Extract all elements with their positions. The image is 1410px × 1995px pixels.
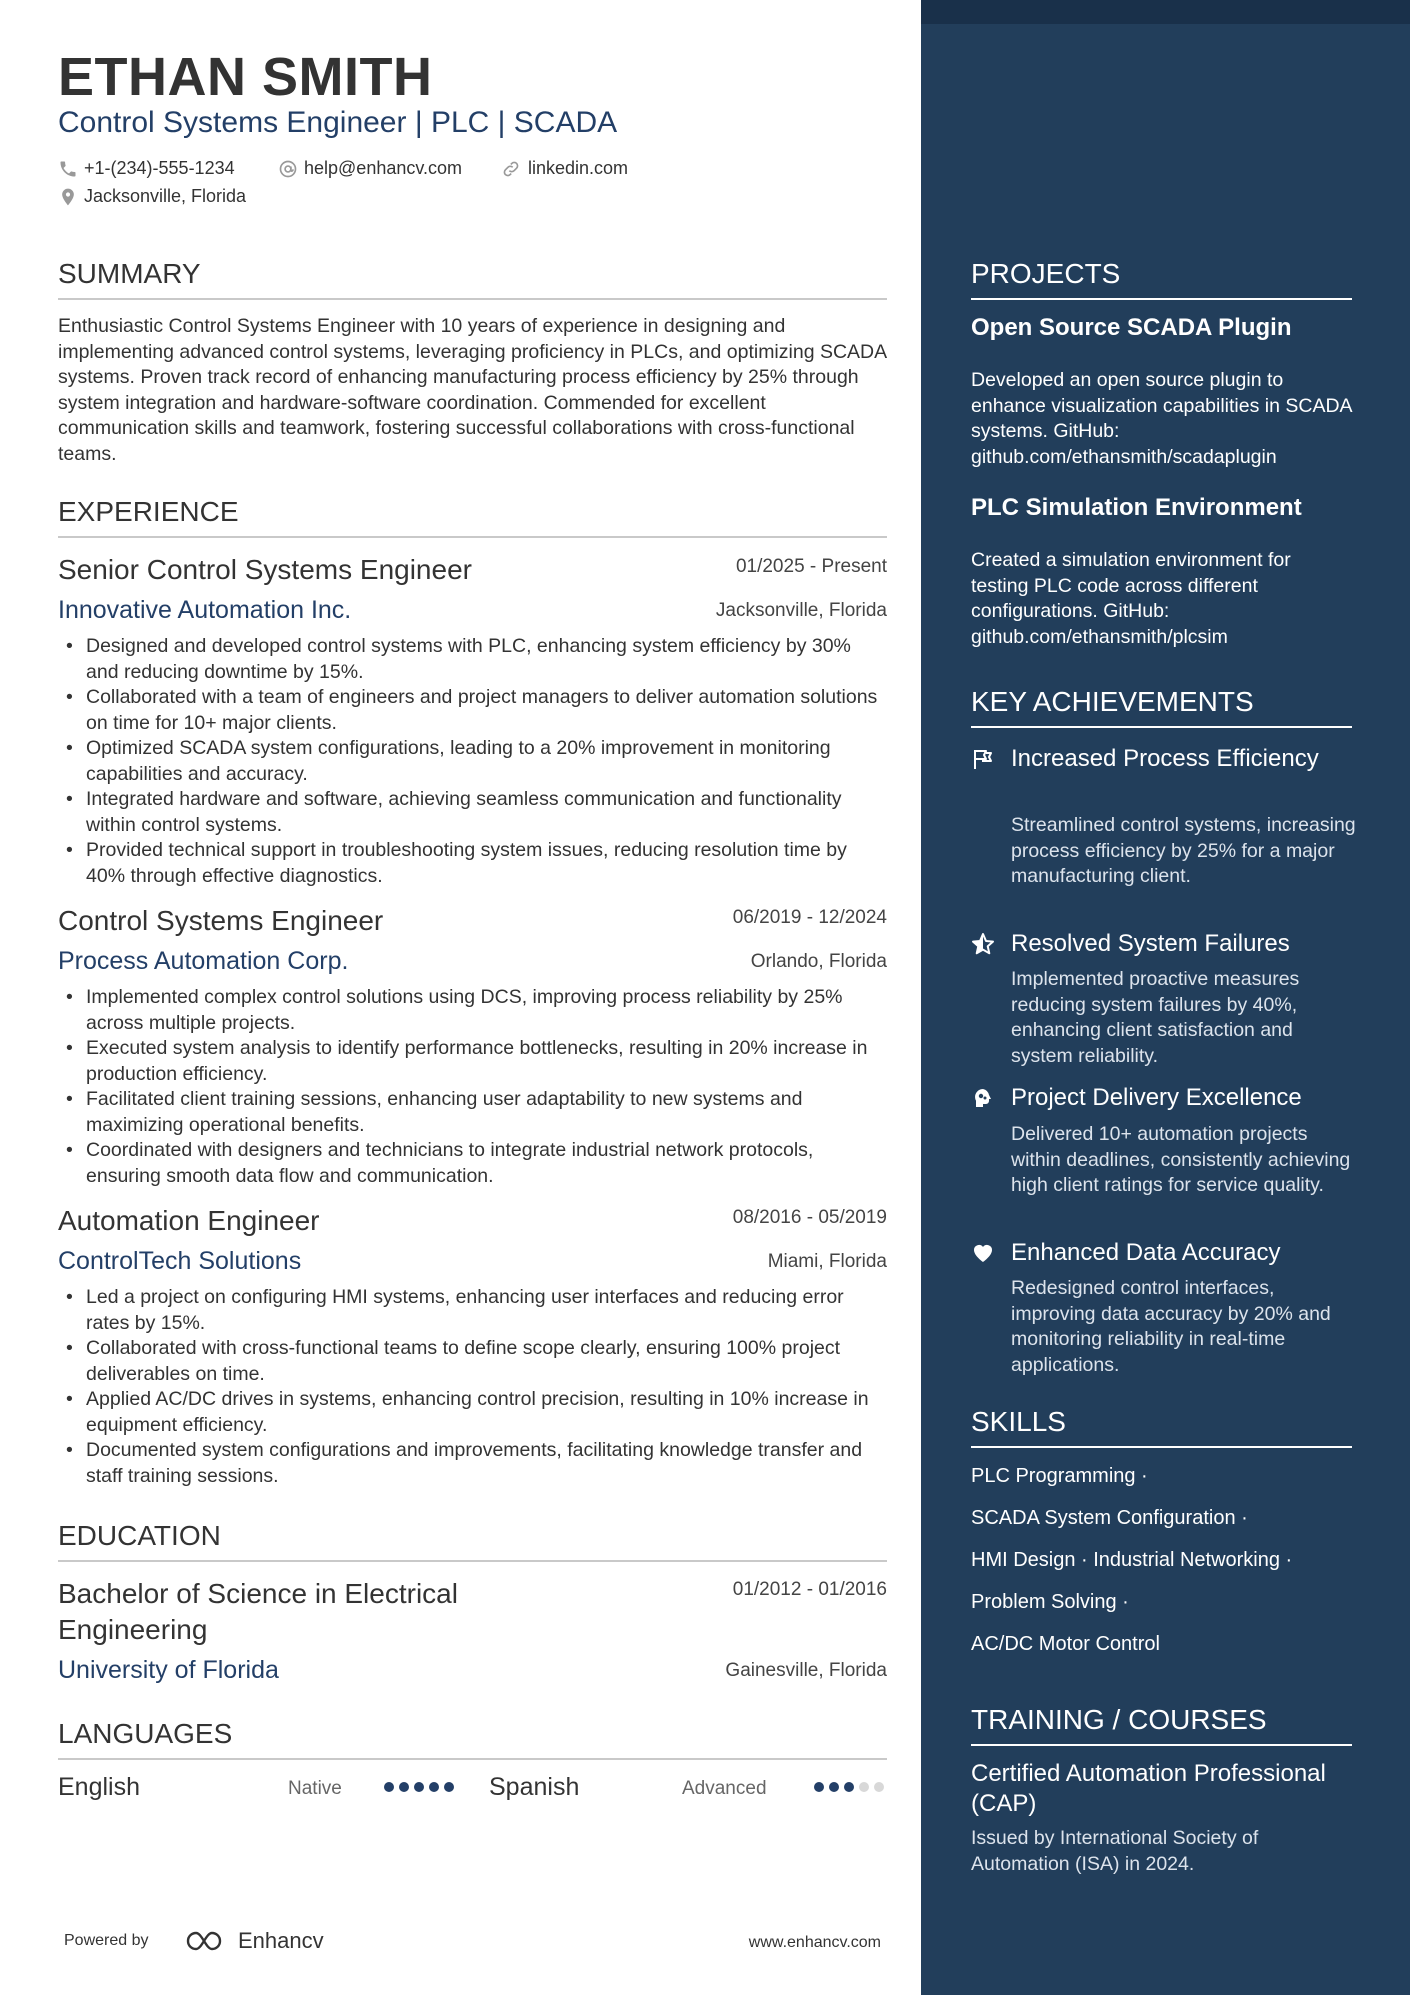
rating-dot [444, 1782, 454, 1792]
brain-icon [971, 1086, 995, 1110]
job-location: Orlando, Florida [750, 951, 887, 972]
link-icon [500, 159, 522, 179]
achievement-title: Enhanced Data Accuracy [1011, 1239, 1281, 1266]
language-name: Spanish [489, 1773, 580, 1801]
list-item: • Optimized SCADA system configurations, leading to a 20% improvement in monitoring capabilities and accuracy. [58, 736, 887, 787]
experience-heading: EXPERIENCE [58, 496, 887, 538]
rating-dot [829, 1782, 839, 1792]
education-location: Gainesville, Florida [725, 1660, 887, 1681]
at-icon [278, 159, 298, 179]
job-title: Automation Engineer [58, 1205, 320, 1236]
projects-heading: PROJECTS [971, 258, 1352, 300]
job-location: Jacksonville, Florida [715, 600, 887, 621]
list-item: • Coordinated with designers and technicians to integrate industrial network protocols, ensuring smooth data flow and communication. [58, 1138, 887, 1189]
job-bullets [58, 634, 887, 889]
list-item: • Led a project on configuring HMI systems, enhancing user interfaces and reducing error rates by 15%. [58, 1285, 887, 1336]
job-dates: 06/2019 - 12/2024 [732, 907, 887, 928]
sidebar-column [921, 0, 1410, 1995]
enhancv-logo-icon [184, 1928, 232, 1954]
degree-line: Engineering [58, 1614, 208, 1645]
enhancv-url[interactable]: www.enhancv.com [748, 1934, 881, 1951]
list-item: • Documented system configurations and improvements, facilitating knowledge transfer and staff training sessions. [58, 1438, 887, 1489]
phone-icon [58, 159, 78, 179]
achievement-desc: Delivered 10+ automation projects within deadlines, consistently achieving high client ratings for service quality. [1011, 1123, 1351, 1196]
location-contact [58, 186, 246, 207]
star-icon [971, 932, 995, 956]
achievement-desc: Implemented proactive measures reducing system failures by 40%, enhancing client satisfaction and system reliability. [1011, 968, 1300, 1067]
job-company: Innovative Automation Inc. [58, 596, 352, 624]
rating-dot [874, 1782, 884, 1792]
skill-line: PLC Programming · [971, 1465, 1148, 1487]
list-item: • Applied AC/DC drives in systems, enhancing control precision, resulting in 10% increase in equipment efficiency. [58, 1387, 887, 1438]
achievement-title: Project Delivery Excellence [1011, 1084, 1302, 1111]
email-text: help@enhancv.com [304, 158, 463, 178]
job-bullets [58, 985, 887, 1189]
phone-contact [58, 158, 235, 179]
project-desc: Developed an open source plugin to enhance visualization capabilities in SCADA systems. GitHub: github.com/ethansmith/scadaplugin [971, 369, 1352, 468]
project-title: Open Source SCADA Plugin [971, 314, 1292, 341]
rating-dot [859, 1782, 869, 1792]
education-heading: EDUCATION [58, 1520, 887, 1562]
location-pin-icon [58, 187, 78, 207]
skill-line: AC/DC Motor Control [971, 1633, 1160, 1655]
job-title: Senior Control Systems Engineer [58, 554, 472, 585]
candidate-name: ETHAN SMITH [58, 47, 433, 107]
rating-dot [844, 1782, 854, 1792]
rating-dot [814, 1782, 824, 1792]
list-item: • Provided technical support in troubleshooting system issues, reducing resolution time by 40% through effective diagnostics. [58, 838, 887, 889]
job-company: ControlTech Solutions [58, 1247, 302, 1275]
flag-icon [971, 747, 995, 771]
achievement-title: Resolved System Failures [1011, 930, 1290, 957]
list-item: • Executed system analysis to identify performance bottlenecks, resulting in 20% increase in production efficiency. [58, 1036, 887, 1087]
achievement-title: Increased Process Efficiency [1011, 745, 1319, 772]
project-title: PLC Simulation Environment [971, 494, 1302, 521]
rating-dot [384, 1782, 394, 1792]
skills-heading: SKILLS [971, 1406, 1352, 1448]
job-dates: 08/2016 - 05/2019 [732, 1207, 887, 1228]
list-item: • Facilitated client training sessions, enhancing user adaptability to new systems and maximizing operational benefits. [58, 1087, 887, 1138]
skill-line: HMI Design · Industrial Networking · [971, 1549, 1293, 1571]
linkedin-text: linkedin.com [528, 158, 629, 178]
project-desc: Created a simulation environment for testing PLC code across different configurations. GitHub: github.com/ethansmith/plcsim [971, 549, 1291, 648]
rating-dot [414, 1782, 424, 1792]
enhancv-logo[interactable] [184, 1928, 324, 1954]
job-bullets [58, 1285, 887, 1489]
powered-by-text: Powered by [64, 1932, 149, 1949]
list-item: • Designed and developed control systems with PLC, enhancing system efficiency by 30% and reducing downtime by 15%. [58, 634, 887, 685]
summary-heading: SUMMARY [58, 258, 887, 300]
heart-icon [971, 1241, 995, 1265]
language-level: Advanced [682, 1778, 767, 1799]
education-degree [58, 1576, 458, 1648]
rating-dot [429, 1782, 439, 1792]
language-name: English [58, 1773, 140, 1801]
achievement-desc: Streamlined control systems, increasing process efficiency by 25% for a major manufacturing client. [1011, 814, 1356, 887]
job-dates: 01/2025 - Present [735, 556, 887, 577]
sidebar-top-bar [921, 0, 1410, 24]
degree-line: Bachelor of Science in Electrical [58, 1578, 458, 1609]
achievement-desc: Redesigned control interfaces, improving data accuracy by 20% and monitoring reliability in real-time applications. [1011, 1277, 1331, 1376]
language-level: Native [288, 1778, 342, 1799]
list-item: • Integrated hardware and software, achieving seamless communication and functionality within control systems. [58, 787, 887, 838]
languages-heading: LANGUAGES [58, 1718, 887, 1760]
education-school: University of Florida [58, 1656, 279, 1684]
skill-line: SCADA System Configuration · [971, 1507, 1248, 1529]
education-dates: 01/2012 - 01/2016 [732, 1579, 887, 1600]
rating-dot [399, 1782, 409, 1792]
language-rating [384, 1782, 454, 1792]
list-item: • Implemented complex control solutions using DCS, improving process reliability by 25% across multiple projects. [58, 985, 887, 1036]
list-item: • Collaborated with cross-functional teams to define scope clearly, ensuring 100% project deliverables on time. [58, 1336, 887, 1387]
achievements-heading: KEY ACHIEVEMENTS [971, 686, 1352, 728]
job-company: Process Automation Corp. [58, 947, 349, 975]
training-desc: Issued by International Society of Automation (ISA) in 2024. [971, 1827, 1259, 1875]
training-title: Certified Automation Professional (CAP) [971, 1760, 1326, 1817]
job-location: Miami, Florida [767, 1251, 887, 1272]
summary-text: Enthusiastic Control Systems Engineer with 10 years of experience in designing and implementing advanced control systems, leveraging proficiency in PLCs, and optimizing SCADA systems. Proven track record of enhancing manufacturing process efficiency by 25% through system integration and hardware-software coordination. Commended for excellent communication skills and teamwork, fostering successful collaborations with cross-functional teams. [58, 315, 887, 465]
list-item: • Collaborated with a team of engineers and project managers to deliver automation solutions on time for 10+ major clients. [58, 685, 887, 736]
phone-text: +1-(234)-555-1234 [84, 158, 235, 178]
training-heading: TRAINING / COURSES [971, 1704, 1352, 1746]
skill-line: Problem Solving · [971, 1591, 1129, 1613]
enhancv-brand-text: Enhancv [238, 1928, 324, 1953]
linkedin-contact[interactable] [500, 158, 628, 179]
candidate-title: Control Systems Engineer | PLC | SCADA [58, 106, 618, 139]
email-contact[interactable] [278, 158, 462, 179]
language-rating [814, 1782, 884, 1792]
job-title: Control Systems Engineer [58, 905, 384, 936]
location-text: Jacksonville, Florida [84, 186, 247, 206]
